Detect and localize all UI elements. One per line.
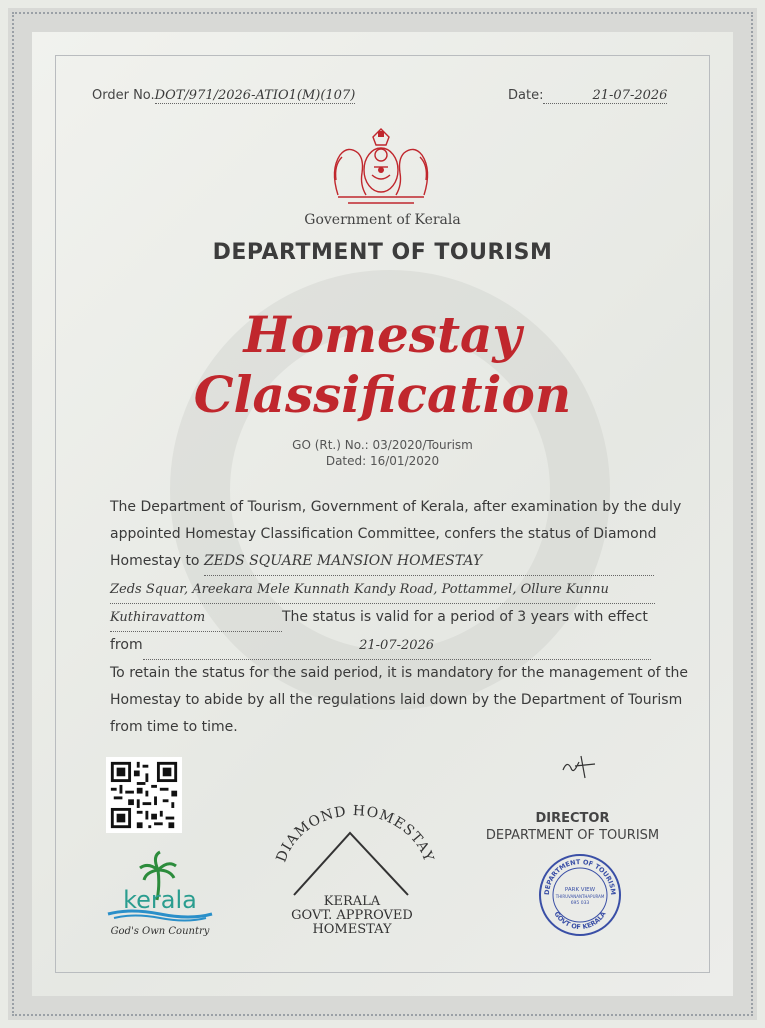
title-homestay: Homestay: [243, 305, 522, 364]
seal-line-3: 695 033: [570, 901, 590, 906]
issue-date: [508, 88, 667, 104]
government-label: Government of Kerala: [304, 212, 461, 228]
svg-text:GOVT OF KERALA: [552, 910, 607, 931]
go-dated: Dated: 16/01/2020: [325, 454, 440, 468]
seal-bottom-text: GOVT OF KERALA: [552, 910, 608, 932]
badge-line-2: GOVT. APPROVED: [291, 908, 413, 923]
body-line-2: appointed Homestay Classification Committee, confers the status of Diamond: [110, 526, 657, 542]
qr-code-icon[interactable]: [106, 757, 182, 833]
body-line-7: To retain the status for the said period, it is mandatory for the management of the: [110, 665, 688, 681]
address-line-2: Kuthiravattom: [110, 604, 282, 632]
from-date: 21-07-2026: [143, 632, 651, 660]
go-number: GO (Rt.) No.: 03/2020/Tourism: [292, 438, 473, 452]
body-line-6: [110, 632, 655, 660]
badge-line-1: KERALA: [323, 894, 381, 909]
date-label: Date:: [508, 88, 544, 103]
body-line-5: [110, 604, 655, 632]
order-number: [92, 88, 355, 103]
kerala-tagline: God's Own Country: [110, 926, 210, 937]
body-line-1: The Department of Tourism, Government of Kerala, after examination by the duly: [110, 499, 682, 515]
kerala-emblem-icon: [318, 125, 444, 207]
title-classification: Classification: [193, 365, 572, 424]
director-title: DIRECTOR: [535, 811, 610, 826]
validity-text: The status is valid for a period of 3 years with effect: [282, 609, 648, 625]
address-line-1: Zeds Squar, Areekara Mele Kunnath Kandy Road, Pottammel, Ollure Kunnu: [110, 576, 655, 604]
order-value: DOT/971/2026-ATIO1(M)(107): [154, 88, 356, 103]
diamond-homestay-badge: [270, 795, 440, 945]
official-seal-stamp: [537, 852, 623, 938]
homestay-to-label: Homestay to: [110, 553, 200, 569]
body-line-9: from time to time.: [110, 719, 238, 735]
badge-line-3: HOMESTAY: [312, 922, 392, 937]
badge-arc-text: DIAMOND HOMESTAY: [273, 803, 437, 865]
director-block: [470, 810, 675, 844]
from-label: from: [110, 637, 143, 653]
certificate-body: [110, 494, 688, 741]
kerala-wordmark: kerala: [123, 886, 197, 914]
body-line-8: Homestay to abide by all the regulations laid down by the Department of Tourism: [110, 692, 683, 708]
svg-text:DIAMOND HOMESTAY: [273, 803, 436, 864]
department-heading: DEPARTMENT OF TOURISM: [212, 240, 553, 265]
go-reference: [0, 437, 765, 469]
order-label: Order No.: [92, 88, 155, 103]
director-signature: [555, 752, 605, 782]
director-dept: DEPARTMENT OF TOURISM: [485, 828, 660, 843]
kerala-tourism-logo: [100, 850, 220, 940]
seal-line-2: THIRUVANANTHAPURAM: [555, 894, 605, 899]
mountain-icon: [294, 833, 408, 895]
seal-line-1: PARK VIEW: [564, 887, 596, 893]
seal-ring-text: DEPARTMENT OF TOURISM: [542, 857, 618, 896]
body-line-3: [110, 548, 655, 576]
date-value: 21-07-2026: [543, 88, 667, 104]
homestay-name: ZEDS SQUARE MANSION HOMESTAY: [204, 548, 654, 576]
